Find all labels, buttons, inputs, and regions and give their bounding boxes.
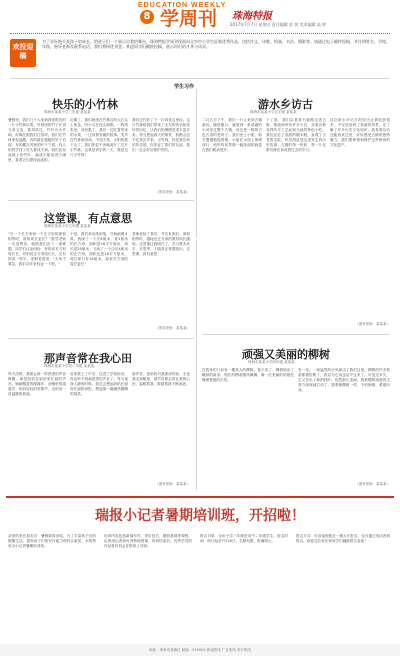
banner-body: 培训内容包括新闻写作、采访技巧、摄影基础等课程，由资深记者和优秀教师授课。培训结束后，优秀学员的作品将有机会在报纸上刊登。 xyxy=(104,534,192,548)
newspaper-logo: 珠海特报 xyxy=(232,11,272,22)
teacher-note: （指导老师：某某某） xyxy=(155,326,190,330)
article-byline: 珠海市某某小学三年级 某某某 xyxy=(44,110,91,114)
brand-english: EDUCATION WEEKLY xyxy=(138,2,227,9)
teacher-note: （指导老师：某某某） xyxy=(355,322,390,326)
section-divider xyxy=(10,78,390,79)
article-body: 每天清晨，我都会被一阵熟悉的声音唤醒，那是奶奶在厨房里忙碌的声音。锅碗瓢盆的碰撞声、油锅里的滋滋声、奶奶轻轻的哼歌声，交织成一首温暖的晨曲。 xyxy=(8,372,66,396)
article-body: "当一个长方形和一个正方形的面积相等时，谁的周长更长？"数学老师一走进教室，就给我们出了一道难题。同学们议论纷纷，有的说长方形周长长，有的说正方形周长长，还有的说一样长。老师笑着说："大家不要急，我们动手来验证一下吧。" xyxy=(8,232,66,266)
article-byline: 珠海市某某小学五年级 某某某 xyxy=(250,110,297,114)
article-byline: 珠海市某某中学初二年级 某某某 xyxy=(44,364,95,368)
article-title: 游水乡访古 xyxy=(258,98,313,111)
section-label: 学生习作 xyxy=(174,84,195,90)
teacher-note: （指导老师：某某某） xyxy=(155,482,190,486)
article-body: 我们还约好了下一次再来这里玩。这片竹林给我们带来了无尽的快乐和美好的回忆，让我们的暑假变得丰富多彩。每当想起那天的情景，我都会忍不住笑出声来。小竹林，你是我们快乐的乐园，你见证了我们的友谊，我们一定会好好保护你的。 xyxy=(132,118,190,152)
banner-title: 瑞报小记者暑期培训班，开招啦！ xyxy=(95,508,305,524)
page-footer: 地址：珠海市香洲区 邮编：519000 新闻热线 广告热线 发行热线 xyxy=(0,644,400,656)
article-body: 这次游水乡访古的经历让我收获很多，不仅欣赏到了美丽的风景，还了解了许多历史文化知识。我希望以后还能再来这里，好好感受古镇的独特魅力。我们要珍惜和保护这些珍贵的文化遗产。 xyxy=(330,118,390,147)
banner-body: 报名对象：全市小学三年级至初中二年级学生。报名时间：即日起至7月20日。名额有限，报满即止。 xyxy=(200,534,288,543)
article-title: 顽强又美丽的柳树 xyxy=(242,348,330,361)
article-byline: 珠海市某某小学五年级 某某某 xyxy=(44,224,91,228)
masthead-divider xyxy=(10,33,390,34)
notice-tag: 欢投迎稿 xyxy=(10,39,36,67)
article-body: 暑假里，我们几个人来到我家附近的一片小竹林玩耍。竹林里的竹子长得又高又直，微风吹过，竹叶沙沙作响，好像在跟我们打招呼。我们在竹林里捉迷藏，有的躲在粗粗的竹子后面，有的藏在茂密的叶子下面，找人的同学找了好久都找不到。我们还捡起地上的竹叶，编成小船放进小溪里，看着它们漂得远远的。 xyxy=(8,118,66,162)
teacher-note: （指导老师：某某某） xyxy=(155,190,190,194)
article-divider xyxy=(8,338,194,339)
page-number: 8 xyxy=(140,10,154,24)
banner-top-rule xyxy=(6,496,394,498)
article-title: 那声音常在我心田 xyxy=(44,352,132,365)
column-divider xyxy=(196,240,197,490)
article-body: 后来我上了中学，住进了学校宿舍，再也听不到那熟悉的声音了。每当夜深人静的时候，我总会想起奶奶在厨房忙碌的身影，想起那一碗碗热腾腾的饭菜。 xyxy=(70,372,128,396)
article-body: 在我家的门前有一棵高大的柳树。春天来了，柳树抽出了嫩绿的新芽，细长的柳条随风飘舞，像一位美丽的姑娘在梳理着她的长发。 xyxy=(202,368,294,382)
issue-info: 2017年7月7日 星期五 责任编辑 彭 茜 美术编辑 高 婷 xyxy=(230,22,327,27)
banner-body: 报名方式：可直接到报社一楼大厅报名，也可通过电话咨询报名。欢迎各位家长和同学们踊跃报名参加！ xyxy=(296,534,390,543)
column-divider xyxy=(196,88,197,238)
article-divider xyxy=(8,200,194,201)
article-body: 老师表扬了我们，并告诉我们：面积相等时，越接近正方形的图形周长越短。这堂课让我明白了，学习要多动手、多思考，才能真正掌握知识。这堂课，真有意思！ xyxy=(132,232,190,256)
teacher-note: （指导老师：某某某） xyxy=(355,482,390,486)
masthead xyxy=(0,0,400,38)
notice-text: 为了更好地关爱孩子的成长，给孩子们一个展示自我的舞台，珠海特报学周刊现面向全市中小学生征集优秀作品，包括作文、诗歌、绘画、书法、摄影等。请通过电子邮件投稿，并注明姓名、学校、年级、指导老师及联系电话，我们将择优刊登。欢迎同学们踊跃投稿，展示你们的才华与风采。 xyxy=(42,39,390,49)
banner-body: 亲爱的家长朋友们：暑假即将来临，为了丰富孩子们的假期生活，提高孩子们的写作能力和综合素质，本报特举办小记者暑期培训班。 xyxy=(8,534,96,548)
article-divider xyxy=(202,334,390,335)
article-body: 下了船，我们沿着青石板路走进古街。街道两旁有许多小店，卖着各种各样的手工艺品和当地的特色小吃。我们品尝了香甜的糯米糕，参观了古老的宅院，听导游讲述这里发生的历史故事。古镇的每一块砖、每一片瓦都仿佛在诉说着过去的岁月。 xyxy=(266,118,326,152)
article-body: 玩累了，我们就坐在竹林边的大石头上休息，听小鸟在枝头唱歌。一阵风吹来，凉快极了。我们一边吃着带来的水果，一边讲着有趣的故事，笑声在竹林里回荡。不知不觉，太阳快要下山了，我们依依不舍地离开了这片小竹林。这真是快乐的一天，我爱这片小竹林！ xyxy=(70,118,128,157)
article-title: 快乐的小竹林 xyxy=(52,98,118,111)
submission-notice xyxy=(6,37,394,70)
article-body: 二月五日下午，我们一行人来到古镇游玩。刚进镇口，就看到一条清澈的小河穿过整个古镇，河边是一排排古色古香的老房子。我们坐上小船，船夫慢慢地摇着橹，小船在水面上缓缓前行，两岸的风景像一幅美丽的画卷在我们眼前展开。 xyxy=(202,118,262,152)
article-body: 有一年，一场猛烈的台风袭击了我们这里，柳树的许多枝条都被折断了，我以为它再也活不过来了。可没过多久，它又长出了新的枝叶，依然那么美丽。我被柳树顽强的生命力深深地打动了，我要像柳树一样，不怕困难，勇敢向前。 xyxy=(298,368,390,392)
article-body: 那声音，是奶奶对我深深的爱。无论我走到哪里，那声音都会常在我的心田，温暖着我，鼓励着我不断前进。 xyxy=(132,372,190,386)
article-byline: 珠海市某某小学四年级 某某某 xyxy=(248,360,295,364)
article-body: 于是，我们拿出纸和笔，开始画图计算。我画了一个长8厘米、宽2厘米的长方形，面积是16平方厘米，周长是20厘米；又画了一个边长4厘米的正方形，面积也是16平方厘米，周长却只有16厘米。原来长方形的周长更长！ xyxy=(70,232,128,266)
training-banner xyxy=(0,500,400,530)
article-title: 这堂课，有点意思 xyxy=(44,212,132,225)
brand-chinese: 学周刊 xyxy=(160,8,218,30)
